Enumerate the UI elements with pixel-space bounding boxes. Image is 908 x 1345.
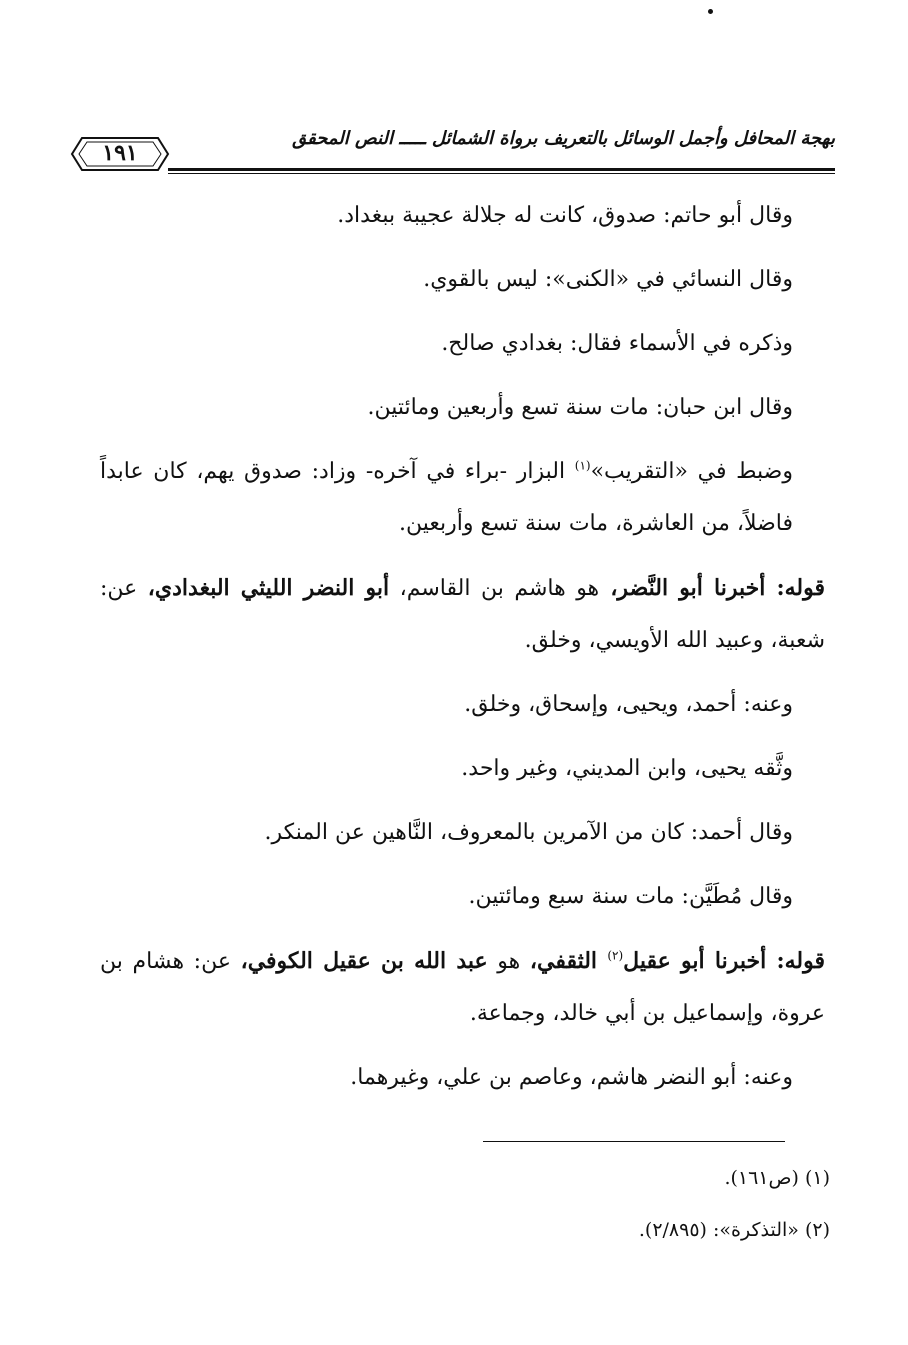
paragraph-text: عن: شعبة، وعبيد الله الأويسي، وخلق. xyxy=(100,576,825,653)
paragraph xyxy=(100,935,825,1040)
paragraph: وقال النسائي في «الكنى»: ليس بالقوي. xyxy=(423,267,793,292)
paragraph-text: البزار -براء في آخره- وزاد: صدوق يهم، كان عابداً فاضلاً، من العاشرة، مات سنة تسع وأربعين. xyxy=(100,459,793,536)
paragraph xyxy=(100,562,825,667)
footnotes xyxy=(400,1152,830,1256)
page-number: ١٩١ xyxy=(102,140,138,166)
narrator-name: الثقفي، xyxy=(529,948,608,974)
paragraph: وعنه: أحمد، ويحيى، وإسحاق، وخلق. xyxy=(464,692,793,717)
paragraph xyxy=(100,446,825,550)
paragraph: وثَّقه يحيى، وابن المديني، وغير واحد. xyxy=(461,756,793,781)
paragraph: وقال ابن حبان: مات سنة تسع وأربعين ومائتين. xyxy=(367,395,793,420)
footnote: (١) (ص١٦١). xyxy=(724,1167,830,1189)
running-title: بهجة المحافل وأجمل الوسائل بالتعريف برواة الشمائل ـــــ النص المحقق xyxy=(292,128,835,149)
footnote-ref: (٢) xyxy=(607,948,624,963)
paragraph: وقال أحمد: كان من الآمرين بالمعروف، النَّاهين عن المنكر. xyxy=(264,820,793,845)
paragraph: وقال مُطَيَّن: مات سنة سبع ومائتين. xyxy=(468,884,793,909)
page-header xyxy=(70,128,835,176)
footnote-ref: (١) xyxy=(574,458,591,473)
paragraph-text: وضبط في «التقريب» xyxy=(590,459,793,484)
footnote-separator xyxy=(483,1141,785,1142)
paragraph-text: هو هاشم بن القاسم، xyxy=(389,576,600,601)
paragraph: وذكره في الأسماء فقال: بغدادي صالح. xyxy=(441,331,793,356)
paragraph: وعنه: أبو النضر هاشم، وعاصم بن علي، وغيرهما. xyxy=(350,1065,793,1090)
narrator-name: عبد الله بن عقيل الكوفي، xyxy=(240,948,488,974)
entry-heading: قوله: أخبرنا أبو عقيل xyxy=(623,948,826,974)
header-rule xyxy=(168,168,835,171)
paragraph-text: هو xyxy=(487,949,530,974)
header-rule-thin xyxy=(168,173,835,174)
main-text xyxy=(100,190,825,1104)
footnote: (٢) «التذكرة»: (٢/٨٩٥). xyxy=(638,1219,830,1241)
paragraph: وقال أبو حاتم: صدوق، كانت له جلالة عجيبة ببغداد. xyxy=(337,203,793,228)
entry-heading: قوله: أخبرنا أبو النَّضر، xyxy=(599,575,826,601)
page-dot xyxy=(708,9,713,14)
paragraph-text: عن: هشام بن عروة، وإسماعيل بن أبي خالد، وجماعة. xyxy=(100,949,825,1026)
page-number-frame xyxy=(70,134,170,174)
narrator-name: أبو النضر الليثي البغدادي، xyxy=(147,575,390,601)
